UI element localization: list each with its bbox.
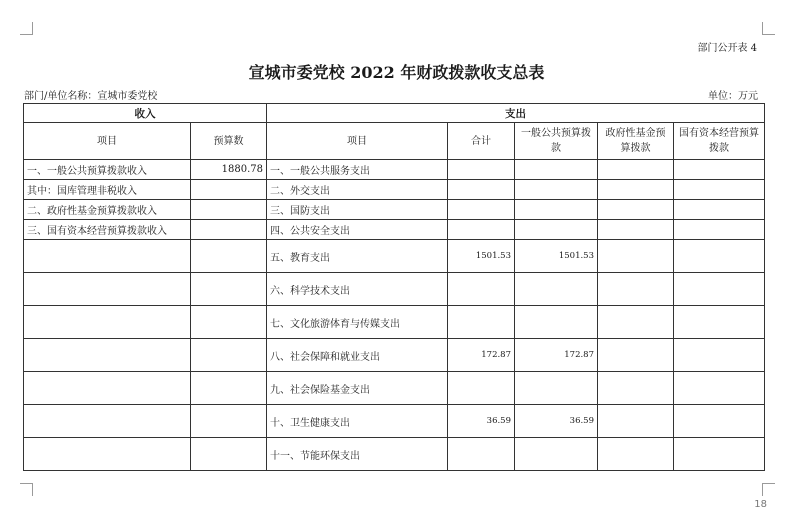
gov-fund-cell [598,200,674,220]
total-cell [448,180,515,200]
state-capital-cell [674,240,765,273]
unit-label: 单位：万元 [708,91,758,102]
table-row [24,306,765,339]
total-cell [448,220,515,240]
gov-fund-cell [598,306,674,339]
state-capital-cell [674,372,765,405]
general-budget-cell [515,306,598,339]
total-cell: 1501.53 [448,240,515,273]
income-item-cell [24,438,191,471]
state-capital-cell [674,339,765,372]
gov-fund-cell [598,180,674,200]
expense-item-cell: 十、卫生健康支出 [267,405,448,438]
general-budget-cell: 172.87 [515,339,598,372]
total-cell [448,372,515,405]
col-expense-item: 项目 [267,123,448,160]
crop-mark-bottom-left [20,483,33,496]
col-state-capital: 国有资本经营预算拨款 [674,123,765,160]
expense-item-cell: 六、科学技术支出 [267,273,448,306]
general-budget-cell [515,180,598,200]
budget-cell [191,273,267,306]
column-header-row [24,123,765,160]
general-budget-cell [515,220,598,240]
table-row [24,160,765,180]
budget-cell [191,200,267,220]
form-number: 部门公开表 4 [697,43,757,54]
budget-cell [191,220,267,240]
col-gov-fund: 政府性基金预算拨款 [598,123,674,160]
expense-item-cell: 三、国防支出 [267,200,448,220]
income-item-cell [24,405,191,438]
crop-mark-bottom-right [762,483,775,496]
income-item-cell [24,339,191,372]
expense-item-cell: 一、一般公共服务支出 [267,160,448,180]
expense-item-cell: 七、文化旅游体育与传媒支出 [267,306,448,339]
income-item-cell [24,306,191,339]
state-capital-cell [674,220,765,240]
expense-item-cell: 八、社会保障和就业支出 [267,339,448,372]
expense-item-cell: 四、公共安全支出 [267,220,448,240]
budget-cell [191,306,267,339]
department-label: 部门/单位名称：宣城市委党校 [24,91,158,102]
table-row [24,405,765,438]
income-section-header: 收入 [24,104,267,123]
budget-cell [191,180,267,200]
state-capital-cell [674,160,765,180]
state-capital-cell [674,405,765,438]
income-item-cell [24,273,191,306]
state-capital-cell [674,438,765,471]
fiscal-summary-table [23,103,765,471]
table-row [24,220,765,240]
general-budget-cell: 1501.53 [515,240,598,273]
income-item-cell [24,240,191,273]
gov-fund-cell [598,273,674,306]
state-capital-cell [674,273,765,306]
table-row [24,240,765,273]
col-total: 合计 [448,123,515,160]
col-income-item: 项目 [24,123,191,160]
expense-item-cell: 五、教育支出 [267,240,448,273]
general-budget-cell [515,438,598,471]
table-row [24,180,765,200]
total-cell: 172.87 [448,339,515,372]
total-cell: 36.59 [448,405,515,438]
page-number: 18 [754,499,767,510]
total-cell [448,200,515,220]
income-item-cell: 三、国有资本经营预算拨款收入 [24,220,191,240]
table-row [24,273,765,306]
gov-fund-cell [598,160,674,180]
budget-cell [191,339,267,372]
income-item-cell: 其中：国库管理非税收入 [24,180,191,200]
gov-fund-cell [598,438,674,471]
budget-cell: 1880.78 [191,160,267,180]
total-cell [448,160,515,180]
expense-section-header: 支出 [267,104,765,123]
page-title: 宣城市委党校 2022 年财政拨款收支总表 [248,63,545,82]
general-budget-cell [515,273,598,306]
crop-mark-top-right [762,22,775,35]
gov-fund-cell [598,372,674,405]
section-header-row [24,104,765,123]
state-capital-cell [674,200,765,220]
table-row [24,200,765,220]
general-budget-cell [515,200,598,220]
expense-item-cell: 二、外交支出 [267,180,448,200]
expense-item-cell: 九、社会保险基金支出 [267,372,448,405]
table-row [24,372,765,405]
col-general-budget: 一般公共预算拨款 [515,123,598,160]
general-budget-cell: 36.59 [515,405,598,438]
table-row [24,339,765,372]
income-item-cell [24,372,191,405]
total-cell [448,273,515,306]
general-budget-cell [515,372,598,405]
total-cell [448,438,515,471]
budget-cell [191,240,267,273]
budget-cell [191,438,267,471]
budget-cell [191,405,267,438]
state-capital-cell [674,306,765,339]
crop-mark-top-left [20,22,33,35]
total-cell [448,306,515,339]
col-budget: 预算数 [191,123,267,160]
gov-fund-cell [598,220,674,240]
budget-cell [191,372,267,405]
expense-item-cell: 十一、节能环保支出 [267,438,448,471]
state-capital-cell [674,180,765,200]
income-item-cell: 一、一般公共预算拨款收入 [24,160,191,180]
gov-fund-cell [598,240,674,273]
table-row [24,438,765,471]
income-item-cell: 二、政府性基金预算拨款收入 [24,200,191,220]
gov-fund-cell [598,405,674,438]
general-budget-cell [515,160,598,180]
gov-fund-cell [598,339,674,372]
